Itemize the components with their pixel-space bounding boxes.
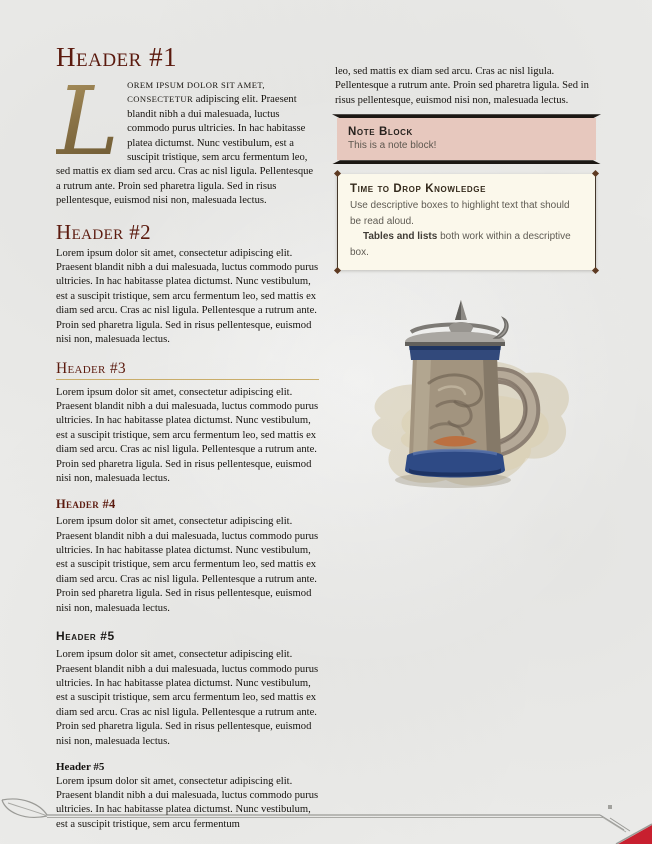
header-5: Header #5 [56,628,115,643]
section-3-paragraph: Lorem ipsum dolor sit amet, consectetur adipiscing elit. Praesent blandit nibh a dui malesuada, luctus commodo purus ultricies. In hac habitasse platea dictumst. Nunc vestibulum, est a suscipit tristique, sem arcu fermentum leo, sed mattis ex diam sed arcu. Cras ac nisl ligula. Pellentesque a rutrum ante. Proin sed pharetra ligula. Sed in risus pellentesque, euismod nisi non, malesuada lectus. [56,386,319,484]
corner-dot-icon [592,267,599,274]
continuation-paragraph: leo, sed mattis ex diam sed arcu. Cras ac nisl ligula. Pellentesque a rutrum ante. Proin sed pharetra ligula. Sed in risus pellentesque, euismod nisi non, malesuada lectus. [335,66,589,106]
intro-lead-smallcaps: OREM IPSUM DOLOR SIT AMET, CONSECTETUR [127,80,265,105]
section-5-paragraph: Lorem ipsum dolor sit amet, consectetur adipiscing elit. Praesent blandit nibh a dui malesuada, luctus commodo purus ultricies. In hac habitasse platea dictumst. Nunc vestibulum, est a suscipit tristique, sem arcu fermentum leo, sed mattis ex diam sed arcu. Cras ac nisl ligula. Pellentesque a rutrum ante. Proin sed pharetra ligula. Sed in risus pellentesque, euismod nisi non, malesuada lectus. [56,649,319,747]
corner-dot-icon [592,170,599,177]
note-block-body: This is a note block! [348,140,437,152]
section-4-paragraph: Lorem ipsum dolor sit amet, consectetur adipiscing elit. Praesent blandit nibh a dui malesuada, luctus commodo purus ultricies. In hac habitasse platea dictumst. Nunc vestibulum, est a suscipit tristique, sem arcu fermentum leo, sed mattis ex diam sed arcu. Cras ac nisl ligula. Pellentesque a rutrum ante. Proin sed pharetra ligula. Sed in risus pellentesque, euismod nisi non, malesuada lectus. [56,516,319,614]
header-4: Header #4 [56,497,116,512]
two-column-layout [56,38,598,834]
intro-paragraph [56,67,319,209]
footer-decoration [0,794,652,844]
descriptive-box-line1: Use descriptive boxes to highlight text that should be read aloud. [350,200,570,227]
descriptive-box-line2-bold: Tables and lists [363,231,438,243]
descriptive-box-title: Time to Drop Knowledge [350,183,487,196]
section-2-paragraph: Lorem ipsum dolor sit amet, consectetur adipiscing elit. Praesent blandit nibh a dui malesuada, luctus commodo purus ultricies. In hac habitasse platea dictumst. Nunc vestibulum, est a suscipit tristique, sem arcu fermentum leo, sed mattis ex diam sed arcu. Cras ac nisl ligula. Pellentesque a rutrum ante. Proin sed pharetra ligula. Sed in risus pellentesque, euismod nisi non, malesuada lectus. [56,247,319,346]
beer-stein-illustration [351,298,583,503]
beer-stein-svg [351,298,583,498]
header-1: Header #1 [56,42,178,72]
drop-cap-letter: L [56,79,127,159]
header-3: Header #3 [56,360,319,380]
right-column [335,38,598,834]
header-2: Header #2 [56,219,152,244]
corner-dot-icon [334,267,341,274]
descriptive-box-line2-rest: both work within a descriptive box. [350,231,571,258]
section-6-paragraph-truncated: Lorem ipsum dolor sit amet, consectetur adipiscing elit. Praesent blandit nibh a dui malesuada, luctus commodo purus ultricies. In hac habitasse platea dictumst. Nunc vestibulum, est a suscipit tristique, sem arcu fermentum [56,775,319,830]
descriptive-box-line2 [350,229,583,260]
corner-dot-icon [334,170,341,177]
note-block [337,118,596,160]
note-block-title: Note Block [348,126,413,139]
header-5-bold: Header #5 [56,761,105,774]
intro-body-text: adipiscing elit. Praesent blandit nibh a dui malesuada, luctus commodo purus ultricies. In hac habitasse platea dictumst. Nunc vestibulum, est a suscipit tristique, sem arcu fermentum leo, sed mattis ex diam sed arcu. Cras ac nisl ligula. Pellentesque a rutrum ante. Proin sed pharetra ligula. Sed in risus pellentesque, euismod nisi non, malesuada lectus. [56,94,314,207]
descriptive-box [337,174,596,270]
left-column [56,38,319,834]
